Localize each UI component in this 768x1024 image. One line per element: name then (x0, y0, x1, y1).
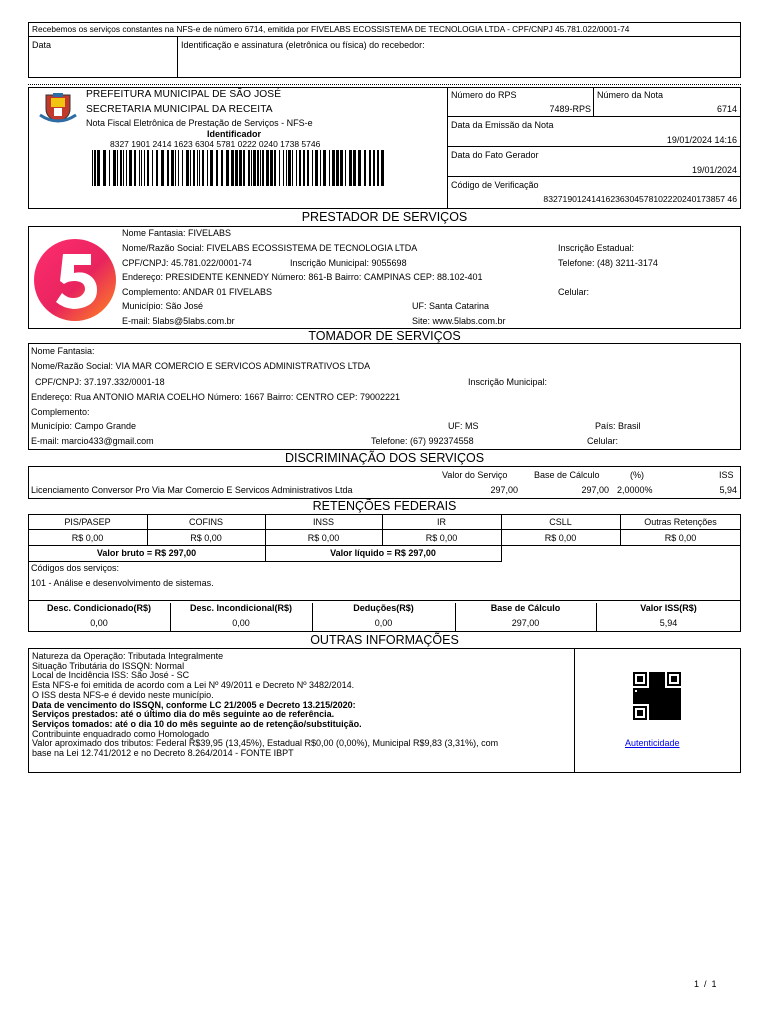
prestador-telefone: Telefone: (48) 3211-3174 (558, 258, 658, 268)
codigos-label: Códigos dos serviços: (31, 563, 120, 573)
verificacao-value: 83271901241416236304578102220240173857 46 (543, 194, 737, 204)
discriminacao-heading: DISCRIMINAÇÃO DOS SERVIÇOS (28, 449, 741, 467)
tomador-municipio: Município: Campo Grande (31, 421, 137, 431)
ret-header-ir: IR (382, 514, 502, 530)
prestador-fantasia: Nome Fantasia: FIVELABS (122, 228, 232, 238)
ret-value-cofins: R$ 0,00 (147, 529, 266, 546)
prestador-razao: Nome/Razão Social: FIVELABS ECOSSISTEMA DE TECNOLOGIA LTDA (122, 243, 418, 253)
disc-desc: Licenciamento Conversor Pro Via Mar Comercio E Servicos Administrativos Ltda (31, 485, 353, 495)
val-header-desc-cond: Desc. Condicionado(R$) (28, 603, 171, 617)
prestador-insc-municipal: Inscrição Municipal: 9055698 (290, 258, 407, 268)
fato-cell (447, 146, 741, 177)
page-number: 1 / 1 (694, 979, 717, 989)
outras-qr-cell (574, 648, 741, 772)
nfse-subtitle: Nota Fiscal Eletrônica de Prestação de Serviços - NFS-e (86, 118, 313, 128)
ret-header-pis: PIS/PASEP (28, 514, 148, 530)
barcode (92, 150, 384, 186)
tomador-cnpj: CPF/CNPJ: 37.197.332/0001-18 (35, 377, 165, 387)
rps-cell (447, 87, 594, 117)
retencoes-grid (28, 514, 741, 562)
receipt-date-label: Data (32, 40, 52, 50)
nota-value: 6714 (716, 104, 737, 114)
ret-value-inss: R$ 0,00 (265, 529, 383, 546)
val-header-deducoes: Deduções(R$) (312, 603, 456, 617)
tomador-telefone: Telefone: (67) 992374558 (371, 436, 474, 446)
val-header-desc-incond: Desc. Incondicional(R$) (170, 603, 313, 617)
outras-heading: OUTRAS INFORMAÇÕES (28, 631, 741, 649)
ret-header-cofins: COFINS (147, 514, 266, 530)
prestador-logo (33, 238, 117, 322)
disc-col-base: Base de Cálculo (534, 470, 600, 480)
outras-line: O ISS desta NFS-e é devido neste município. (32, 689, 214, 700)
fato-label: Data do Fato Gerador (451, 150, 539, 160)
ret-value-outras: R$ 0,00 (620, 529, 741, 546)
valor-bruto: Valor bruto = R$ 297,00 (28, 545, 266, 562)
disc-col-pct: (%) (630, 470, 644, 480)
disc-valor: 297,00 (490, 485, 518, 495)
fato-value: 19/01/2024 (691, 165, 737, 175)
ret-header-outras: Outras Retenções (620, 514, 741, 530)
receipt-stub (28, 22, 741, 78)
outras-line: Data de vencimento do ISSQN, conforme LC 21/2005 e Decreto 13.215/2020: (32, 699, 356, 710)
receipt-signature-cell (177, 37, 740, 77)
tomador-razao: Nome/Razão Social: VIA MAR COMERCIO E SERVICOS ADMINISTRATIVOS LTDA (31, 361, 371, 371)
tomador-celular: Celular: (587, 436, 619, 446)
valores-row-divider (28, 600, 741, 616)
outras-text-block (32, 652, 574, 759)
prestador-complemento: Complemento: ANDAR 01 FIVELABS (122, 287, 273, 297)
prestador-email: E-mail: 5labs@5labs.com.br (122, 316, 235, 326)
identificador-label: Identificador (207, 129, 262, 139)
prestador-celular: Celular: (558, 287, 590, 297)
verificacao-cell (447, 176, 741, 208)
retencoes-heading: RETENÇÕES FEDERAIS (28, 498, 741, 515)
tomador-fantasia: Nome Fantasia: (31, 346, 95, 356)
tomador-uf: UF: MS (448, 421, 479, 431)
tomador-endereco: Endereço: Rua ANTONIO MARIA COELHO Número: 1667 Bairro: CENTRO CEP: 79002221 (31, 392, 400, 402)
outras-line: Situação Tributária do ISSQN: Normal (32, 660, 185, 671)
outras-line: Serviços tomados: até o dia 10 do mês seguinte ao de retenção/substituição. (32, 718, 362, 729)
rps-label: Número do RPS (451, 90, 517, 100)
val-desc-cond: 0,00 (28, 617, 171, 632)
cut-line (28, 84, 741, 85)
outras-line: Contribuinte enquadrado como Homologado (32, 728, 210, 739)
disc-base: 297,00 (581, 485, 609, 495)
prestador-cnpj: CPF/CNPJ: 45.781.022/0001-74 (122, 258, 252, 268)
ret-value-pis: R$ 0,00 (28, 529, 148, 546)
crest-logo (38, 91, 78, 125)
val-header-iss: Valor ISS(R$) (640, 603, 697, 613)
ret-header-csll: CSLL (501, 514, 621, 530)
ret-value-ir: R$ 0,00 (382, 529, 502, 546)
outras-line: Esta NFS-e foi emitida de acordo com a Lei Nº 49/2011 e Decreto Nº 3482/2014. (32, 680, 355, 691)
prestador-uf: UF: Santa Catarina (412, 301, 490, 311)
outras-line: Valor aproximado dos tributos: Federal R$39,95 (13,45%), Estadual R$0,00 (0,00%), Municipal R$9,83 (3,31%), com (32, 738, 499, 749)
outras-line: Natureza da Operação: Tributada Integralmente (32, 651, 224, 661)
verificacao-label: Código de Verificação (451, 180, 539, 190)
tomador-insc-municipal: Inscrição Municipal: (468, 377, 548, 387)
val-header-base: Base de Cálculo (455, 603, 597, 617)
outras-line: base na Lei 12.741/2012 e no Decreto 8.264/2014 - FONTE IBPT (32, 748, 294, 759)
emissao-value: 19/01/2024 14:16 (666, 135, 737, 145)
prestador-endereco: Endereço: PRESIDENTE KENNEDY Número: 861-B Bairro: CAMPINAS CEP: 88.102-401 (122, 272, 483, 282)
val-iss: 5,94 (659, 618, 678, 628)
val-deducoes: 0,00 (312, 617, 456, 632)
receipt-signature-label: Identificação e assinatura (eletrônica ou física) do recebedor: (181, 40, 425, 50)
disc-pct: 2,0000% (617, 485, 653, 495)
prefeitura-title: PREFEITURA MUNICIPAL DE SÃO JOSÉ (86, 89, 282, 100)
identificador-value: 8327 1901 2414 1623 6304 5781 0222 0240 1738 5746 (110, 139, 321, 149)
disc-col-valor: Valor do Serviço (442, 470, 508, 480)
emissao-cell (447, 116, 741, 147)
disc-col-iss: ISS (719, 470, 734, 480)
valor-liquido: Valor líquido = R$ 297,00 (265, 545, 502, 562)
ret-value-csll: R$ 0,00 (501, 529, 621, 546)
tomador-heading: TOMADOR DE SERVIÇOS (28, 328, 741, 344)
prestador-site: Site: www.5labs.com.br (412, 316, 506, 326)
outras-line: Local de Incidência ISS: São José - SC (32, 670, 190, 681)
prestador-municipio: Município: São José (122, 301, 204, 311)
rps-value: 7489-RPS (549, 104, 591, 114)
emissao-label: Data da Emissão da Nota (451, 120, 554, 130)
val-desc-incond: 0,00 (170, 617, 313, 632)
outras-line: Serviços prestados: até o último dia do mês seguinte ao de referência. (32, 709, 335, 720)
codigos-item: 101 - Análise e desenvolvimento de sistemas. (31, 578, 214, 588)
receipt-text: Recebemos os serviços constantes na NFS-e de número 6714, emitida por FIVELABS ECOSSISTEMA DE TECNOLOGIA LTDA - CPF/CNPJ 45.781.022/0001-74 (29, 23, 740, 37)
secretaria-title: SECRETARIA MUNICIPAL DA RECEITA (86, 104, 273, 115)
autenticidade-link[interactable]: Autenticidade (625, 738, 680, 748)
tomador-complemento: Complemento: (31, 407, 90, 417)
val-base: 297,00 (455, 617, 597, 632)
prestador-insc-estadual: Inscrição Estadual: (558, 243, 635, 253)
nota-label: Número da Nota (597, 90, 664, 100)
prestador-heading: PRESTADOR DE SERVIÇOS (28, 208, 741, 227)
ret-header-inss: INSS (265, 514, 383, 530)
tomador-pais: País: Brasil (595, 421, 641, 431)
disc-iss: 5,94 (719, 485, 737, 495)
tomador-email: E-mail: marcio433@gmail.com (31, 436, 154, 446)
qr-code (633, 672, 681, 720)
nota-cell (593, 87, 741, 117)
